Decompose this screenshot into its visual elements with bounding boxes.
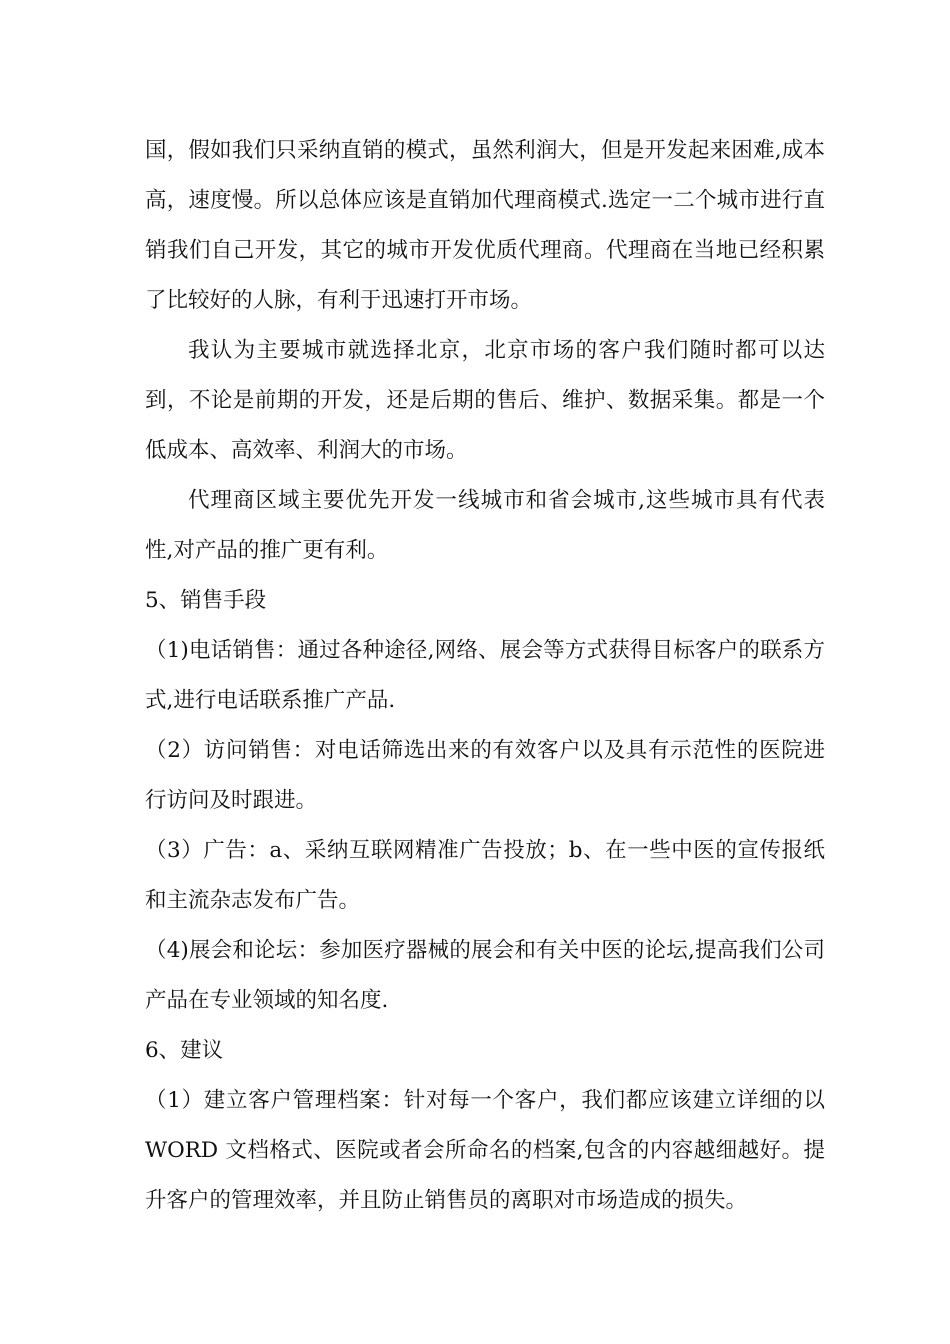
document-body xyxy=(145,126,825,1226)
paragraph-beijing-market: 我认为主要城市就选择北京，北京市场的客户我们随时都可以达到，不论是前期的开发，还是后期的售后、维护、数据采集。都是一个低成本、高效率、利润大的市场。 xyxy=(145,338,825,463)
list-item-visit-sales: （2）访问销售：对电话筛选出来的有效客户以及具有示范性的医院进行访问及时跟进。 xyxy=(145,738,825,813)
paragraph-sales-model: 国，假如我们只采纳直销的模式，虽然利润大，但是开发起来困难,成本高，速度慢。所以总体应该是直销加代理商模式.选定一二个城市进行直销我们自己开发，其它的城市开发优质代理商。代理商在当地已经积累了比较好的人脉，有利于迅速打开市场。 xyxy=(145,138,825,313)
section-heading-sales-methods: 5、销售手段 xyxy=(145,588,267,613)
list-item-phone-sales: （1)电话销售：通过各种途径,网络、展会等方式获得目标客户的联系方式,进行电话联系推广产品. xyxy=(145,638,825,713)
paragraph-agent-region: 代理商区域主要优先开发一线城市和省会城市,这些城市具有代表性,对产品的推广更有利。 xyxy=(145,488,825,563)
list-item-exhibitions: （4)展会和论坛：参加医疗器械的展会和有关中医的论坛,提高我们公司产品在专业领域的知名度. xyxy=(145,938,825,1013)
list-item-advertising: （3）广告：a、采纳互联网精准广告投放；b、在一些中医的宣传报纸和主流杂志发布广告。 xyxy=(145,838,825,913)
section-heading-suggestions: 6、建议 xyxy=(145,1038,224,1063)
list-item-customer-archive: （1）建立客户管理档案：针对每一个客户，我们都应该建立详细的以 WORD 文档格式、医院或者会所命名的档案,包含的内容越细越好。提升客户的管理效率，并且防止销售员的离职对市场造成的损失。 xyxy=(145,1088,825,1213)
